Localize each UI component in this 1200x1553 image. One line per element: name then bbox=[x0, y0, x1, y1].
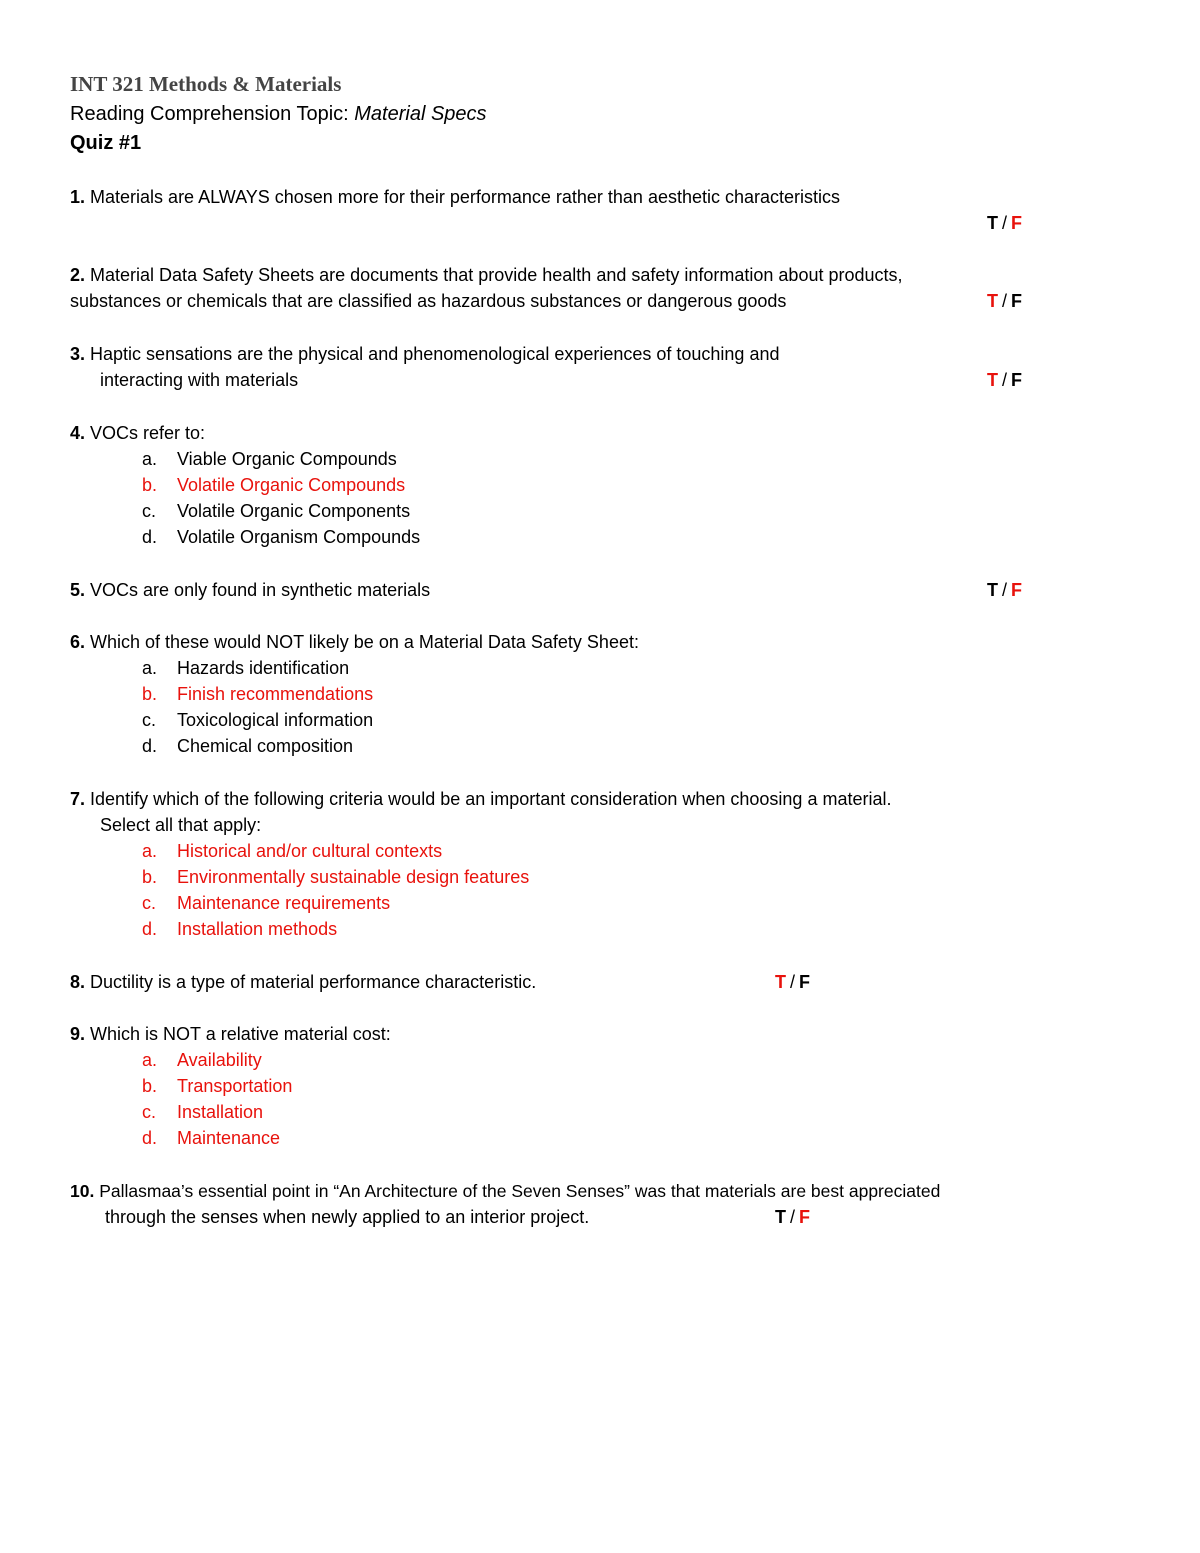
false-option: F bbox=[799, 1207, 811, 1227]
option-a bbox=[142, 838, 442, 864]
option-text: Volatile Organic Components bbox=[177, 501, 411, 521]
option-text: Historical and/or cultural contexts bbox=[177, 841, 443, 861]
separator: / bbox=[790, 972, 796, 992]
true-option: T bbox=[775, 1207, 786, 1227]
option-text: Maintenance bbox=[177, 1128, 281, 1148]
option-text: Availability bbox=[177, 1050, 262, 1070]
option-text: Maintenance requirements bbox=[177, 893, 391, 913]
option-text: Toxicological information bbox=[177, 710, 374, 730]
separator: / bbox=[790, 1207, 796, 1227]
separator: / bbox=[1002, 370, 1008, 390]
option-b bbox=[142, 1073, 292, 1099]
question-number: 8. bbox=[70, 972, 86, 992]
option-d bbox=[142, 1125, 280, 1151]
question-text: VOCs are only found in synthetic materials bbox=[90, 580, 431, 600]
true-false-answer bbox=[987, 367, 1022, 393]
option-letter: c. bbox=[142, 1102, 157, 1122]
true-option: T bbox=[987, 213, 998, 233]
true-option: T bbox=[987, 370, 998, 390]
option-letter: b. bbox=[142, 1076, 158, 1096]
question-9 bbox=[70, 1021, 391, 1047]
question-4 bbox=[70, 420, 205, 446]
option-letter: b. bbox=[142, 867, 158, 887]
question-number: 5. bbox=[70, 580, 86, 600]
option-d bbox=[142, 524, 420, 550]
option-text: Environmentally sustainable design features bbox=[177, 867, 530, 887]
option-letter: a. bbox=[142, 1050, 158, 1070]
option-a bbox=[142, 1047, 262, 1073]
option-c bbox=[142, 498, 410, 524]
question-number: 6. bbox=[70, 632, 86, 652]
question-number: 10. bbox=[70, 1181, 95, 1201]
question-text: Ductility is a type of material performance characteristic. bbox=[90, 972, 537, 992]
question-text-continued: through the senses when newly applied to an interior project. bbox=[105, 1207, 590, 1227]
true-false-answer bbox=[987, 210, 1022, 236]
true-option: T bbox=[987, 580, 998, 600]
option-text: Hazards identification bbox=[177, 658, 350, 678]
option-text: Volatile Organic Compounds bbox=[177, 475, 406, 495]
true-option: T bbox=[987, 291, 998, 311]
question-8 bbox=[70, 969, 536, 995]
false-option: F bbox=[1011, 370, 1023, 390]
option-text: Installation methods bbox=[177, 919, 338, 939]
option-letter: c. bbox=[142, 893, 157, 913]
question-text: Identify which of the following criteria would be an important consideration when choosing a material. bbox=[90, 789, 892, 809]
true-false-answer bbox=[775, 969, 810, 995]
option-b bbox=[142, 864, 529, 890]
option-letter: d. bbox=[142, 919, 158, 939]
option-text: Chemical composition bbox=[177, 736, 354, 756]
false-option: F bbox=[1011, 580, 1023, 600]
question-number: 3. bbox=[70, 344, 86, 364]
option-letter: b. bbox=[142, 475, 158, 495]
question-text: Pallasmaa’s essential point in “An Architecture of the Seven Senses” was that materials are best appreciated bbox=[99, 1181, 941, 1201]
topic-prefix: Reading Comprehension Topic: bbox=[70, 103, 355, 125]
course-title: INT 321 Methods & Materials bbox=[70, 72, 342, 96]
option-c bbox=[142, 1099, 263, 1125]
question-6 bbox=[70, 629, 639, 655]
question-text: VOCs refer to: bbox=[90, 423, 206, 443]
question-text-continued: Select all that apply: bbox=[100, 815, 262, 835]
reading-topic bbox=[70, 101, 487, 127]
question-number: 2. bbox=[70, 265, 86, 285]
option-b bbox=[142, 681, 373, 707]
option-b bbox=[142, 472, 405, 498]
separator: / bbox=[1002, 291, 1008, 311]
question-2 bbox=[70, 262, 903, 288]
true-false-answer bbox=[987, 288, 1022, 314]
quiz-title: Quiz #1 bbox=[70, 132, 142, 154]
option-letter: c. bbox=[142, 710, 157, 730]
question-10 bbox=[70, 1178, 940, 1204]
separator: / bbox=[1002, 580, 1008, 600]
option-a bbox=[142, 446, 397, 472]
question-5 bbox=[70, 577, 430, 603]
option-c bbox=[142, 890, 390, 916]
true-false-answer bbox=[987, 577, 1022, 603]
false-option: F bbox=[799, 972, 811, 992]
option-text: Volatile Organism Compounds bbox=[177, 527, 421, 547]
option-d bbox=[142, 916, 337, 942]
question-text-continued: interacting with materials bbox=[100, 370, 299, 390]
question-text: Which is NOT a relative material cost: bbox=[90, 1024, 391, 1044]
question-text-continued: substances or chemicals that are classified as hazardous substances or dangerous goods bbox=[70, 291, 787, 311]
topic-name: Material Specs bbox=[354, 103, 487, 125]
separator: / bbox=[1002, 213, 1008, 233]
option-letter: d. bbox=[142, 736, 158, 756]
question-text: Materials are ALWAYS chosen more for their performance rather than aesthetic characteristics bbox=[90, 187, 841, 207]
option-letter: b. bbox=[142, 684, 158, 704]
option-text: Viable Organic Compounds bbox=[177, 449, 397, 469]
question-number: 9. bbox=[70, 1024, 86, 1044]
question-text: Haptic sensations are the physical and phenomenological experiences of touching and bbox=[90, 344, 780, 364]
false-option: F bbox=[1011, 291, 1023, 311]
option-c bbox=[142, 707, 373, 733]
option-letter: c. bbox=[142, 501, 157, 521]
question-number: 7. bbox=[70, 789, 86, 809]
question-3 bbox=[70, 341, 779, 367]
question-1 bbox=[70, 184, 840, 210]
option-letter: a. bbox=[142, 449, 158, 469]
question-number: 4. bbox=[70, 423, 86, 443]
false-option: F bbox=[1011, 213, 1023, 233]
question-text: Material Data Safety Sheets are documents that provide health and safety information about products, bbox=[90, 265, 903, 285]
option-text: Finish recommendations bbox=[177, 684, 374, 704]
option-d bbox=[142, 733, 353, 759]
question-7 bbox=[70, 786, 891, 812]
question-text: Which of these would NOT likely be on a Material Data Safety Sheet: bbox=[90, 632, 639, 652]
option-text: Installation bbox=[177, 1102, 264, 1122]
option-letter: d. bbox=[142, 1128, 158, 1148]
option-letter: d. bbox=[142, 527, 158, 547]
true-option: T bbox=[775, 972, 786, 992]
option-a bbox=[142, 655, 349, 681]
question-number: 1. bbox=[70, 187, 86, 207]
option-text: Transportation bbox=[177, 1076, 293, 1096]
true-false-answer bbox=[775, 1204, 810, 1230]
option-letter: a. bbox=[142, 841, 158, 861]
option-letter: a. bbox=[142, 658, 158, 678]
